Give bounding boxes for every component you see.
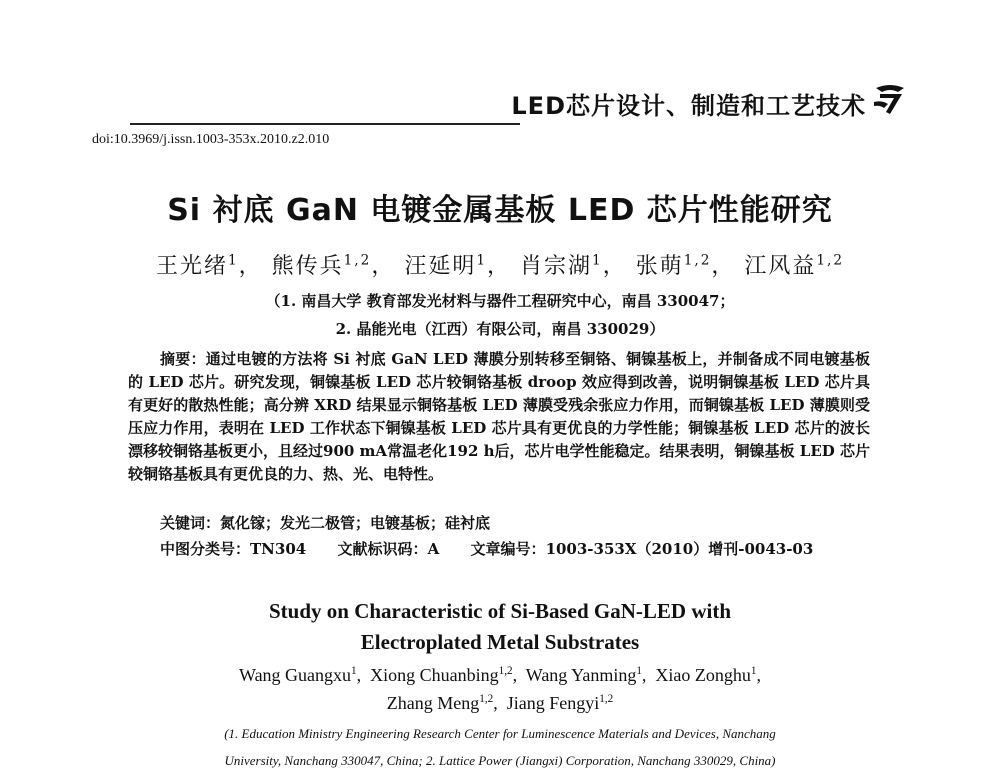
article-number-label: 文章编号： [470, 540, 546, 558]
section-title: LED芯片设计、制造和工艺技术 [511, 92, 866, 120]
author-affil-sup: 1 [351, 665, 357, 677]
abstract-label: 摘要： [160, 350, 206, 368]
affiliation-cn-line: 2. 晶能光电（江西）有限公司，南昌 330029） [335, 320, 665, 338]
author-name: Wang Guangxu [239, 665, 352, 685]
author-affil-sup: 1,2 [498, 665, 513, 677]
author-name: 肖宗湖 [520, 254, 593, 279]
clc-label: 中图分类号： [160, 540, 251, 558]
author-name: Wang Yanming [525, 665, 637, 685]
author-affil-sup: 1,2 [683, 252, 712, 269]
affiliation-en [0, 720, 1000, 774]
article-number-value: 1003-353X（2010）增刊-0043-03 [545, 540, 814, 558]
author-affil-sup: 1 [592, 252, 603, 269]
classification-line [160, 538, 813, 559]
title-en-line: Electroplated Metal Substrates [360, 630, 640, 654]
author-name: 王光绪 [155, 254, 228, 279]
doi-line[interactable]: doi:10.3969/j.issn.1003-353x.2010.z2.010 [92, 132, 330, 147]
abstract-text: 通过电镀的方法将 Si 衬底 GaN LED 薄膜分别转移至铜铬、铜镍基板上，并制备成不同电镀基板的 LED 芯片。研究发现，铜镍基板 LED 芯片较铜铬基板 droop 效应得到改善，说明铜镍基板 LED 芯片具有更好的散热性能；高分辨 XRD 结果显示铜铬基板 LED 薄膜受残余张应力作用，而铜镍基板 LED 薄膜则受压应力作用，表明在 LED 工作状态下铜镍基板 LED 芯片具有更优良的力学性能；铜镍基板 LED 芯片的波长漂移较铜铬基板更小，且经过900 mA常温老化192 h后，芯片电学性能稳定。结果表明，铜镍基板 LED 芯片较铜铬基板具有更优良的力、热、光、电特性。 [128, 350, 870, 483]
author-name: 江风益 [744, 254, 817, 279]
keywords-text: 氮化镓；发光二极管；电镀基板；硅衬底 [220, 514, 491, 532]
keywords-label: 关键词： [160, 514, 221, 532]
author-affil-sup: 1 [476, 252, 487, 269]
author-affil-sup: 1 [636, 665, 642, 677]
author-affil-sup: 1 [227, 252, 239, 269]
keywords-cn [160, 512, 490, 533]
author-name: Zhang Meng [386, 693, 480, 713]
author-name: Xiong Chuanbing [370, 665, 499, 685]
author-name: Jiang Fengyi [506, 693, 600, 713]
clc-value: TN304 [250, 540, 307, 558]
author-en-line: Zhang Meng$^{1,2}$, Jiang Fengyi$^{1,2}$ [386, 693, 614, 713]
author-list-en [0, 661, 1000, 717]
doc-code-label: 文献标识码： [337, 540, 428, 558]
affiliation-en-line: (1. Education Ministry Engineering Research Center for Luminescence Materials and Devices, Nanchang [224, 726, 776, 741]
journal-logo-icon [872, 82, 908, 116]
author-name: Xiao Zonghu [655, 665, 751, 685]
author-affil-sup: 1,2 [816, 252, 845, 269]
affiliation-cn-line: （1. 南昌大学 教育部发光材料与器件工程研究中心，南昌 330047； [265, 292, 735, 310]
author-list-cn: 王光绪$^1$， 熊传兵$^{1,2}$， 汪延明$^1$， 肖宗湖$^1$， 张萌$^{1,2}$， 江风益$^{1,2}$ [155, 252, 845, 279]
author-name: 张萌 [635, 254, 684, 279]
affiliation-en-line: University, Nanchang 330047, China; 2. Lattice Power (Jiangxi) Corporation, Nanchang 330029, China) [224, 753, 776, 768]
doc-code-value: A [427, 540, 440, 558]
abstract-cn [128, 348, 870, 486]
author-affil-sup: 1,2 [479, 693, 494, 705]
author-affil-sup: 1 [750, 665, 757, 677]
author-en-line: Wang Guangxu$^1$, Xiong Chuanbing$^{1,2}$, Wang Yanming$^1$, Xiao Zonghu$^1$, [239, 665, 761, 685]
author-affil-sup: 1,2 [599, 693, 614, 705]
header-rule [130, 123, 520, 125]
title-en-line: Study on Characteristic of Si-Based GaN-LED with [268, 599, 731, 623]
author-affil-sup: 1,2 [343, 252, 372, 269]
paper-title-cn: Si 衬底 GaN 电镀金属基板 LED 芯片性能研究 [167, 193, 833, 228]
paper-title-en [0, 596, 1000, 658]
author-name: 熊传兵 [271, 254, 344, 279]
author-name: 汪延明 [404, 254, 477, 279]
journal-section-header [500, 80, 908, 120]
